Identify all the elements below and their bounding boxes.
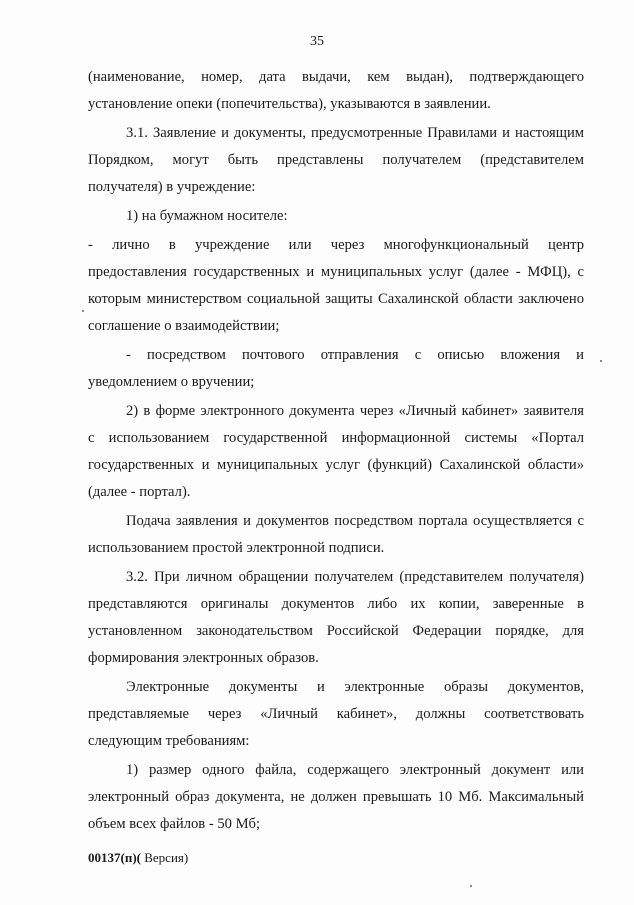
text-line: (далее - портал). (88, 484, 191, 500)
document-version: Версия) (140, 850, 189, 865)
text-line: электронный образ документа, не должен превышать 10 Мб. Максимальный (88, 789, 584, 805)
document-code: 00137(п)( (88, 850, 141, 865)
text-line: представляются оригиналы документов либо их копии, заверенные в (88, 596, 584, 612)
text-line: Подача заявления и документов посредством портала осуществляется с (126, 513, 584, 529)
text-line: 1) размер одного файла, содержащего электронный документ или (126, 762, 584, 778)
text-line: установленном законодательством Российской Федерации порядке, для (88, 623, 584, 639)
text-line: (наименование, номер, дата выдачи, кем выдан), подтверждающего (88, 69, 584, 85)
paragraph-p8 (88, 674, 584, 755)
text-line: государственных и муниципальных услуг (функций) Сахалинской области» (88, 457, 584, 473)
text-line: - лично в учреждение или через многофункциональный центр (88, 237, 584, 253)
paragraph-p9 (88, 757, 584, 838)
scan-artifact (470, 885, 472, 887)
text-line: 3.2. При личном обращении получателем (представителем получателя) (126, 569, 584, 585)
text-line: предоставления государственных и муниципальных услуг (далее - МФЦ), с (88, 264, 584, 280)
text-line: с использованием государственной информационной системы «Портал (88, 430, 584, 446)
text-line: формирования электронных образов. (88, 650, 319, 666)
text-line: объем всех файлов - 50 Мб; (88, 816, 261, 832)
text-line: 2) в форме электронного документа через «Личный кабинет» заявителя (126, 403, 584, 419)
paragraph-p5 (88, 398, 584, 506)
scan-artifact (600, 360, 602, 362)
text-line: Порядком, могут быть представлены получателем (представителем (88, 152, 584, 168)
document-footer (88, 850, 188, 866)
paragraph-p3 (88, 232, 584, 340)
paragraph-p1 (88, 120, 584, 201)
paragraph-p6 (88, 508, 584, 562)
text-line: - посредством почтового отправления с описью вложения и (126, 347, 584, 363)
paragraph-p0 (88, 64, 584, 118)
text-line: установление опеки (попечительства), указываются в заявлении. (88, 96, 491, 112)
paragraph-p7 (88, 564, 584, 672)
text-line: получателя) в учреждение: (88, 179, 256, 195)
document-body (88, 64, 584, 840)
scan-artifact (82, 310, 84, 312)
paragraph-p2 (88, 203, 584, 230)
text-line: использованием простой электронной подписи. (88, 540, 385, 556)
page-number: 35 (310, 34, 324, 49)
text-line: Электронные документы и электронные образы документов, (126, 679, 584, 695)
text-line: представляемые через «Личный кабинет», должны соответствовать (88, 706, 584, 722)
text-line: соглашение о взаимодействии; (88, 318, 280, 334)
text-line: которым министерством социальной защиты Сахалинской области заключено (88, 291, 584, 307)
text-line: 3.1. Заявление и документы, предусмотренные Правилами и настоящим (126, 125, 584, 141)
text-line: 1) на бумажном носителе: (126, 208, 288, 224)
text-line: уведомлением о вручении; (88, 374, 255, 390)
text-line: следующим требованиям: (88, 733, 250, 749)
paragraph-p4 (88, 342, 584, 396)
